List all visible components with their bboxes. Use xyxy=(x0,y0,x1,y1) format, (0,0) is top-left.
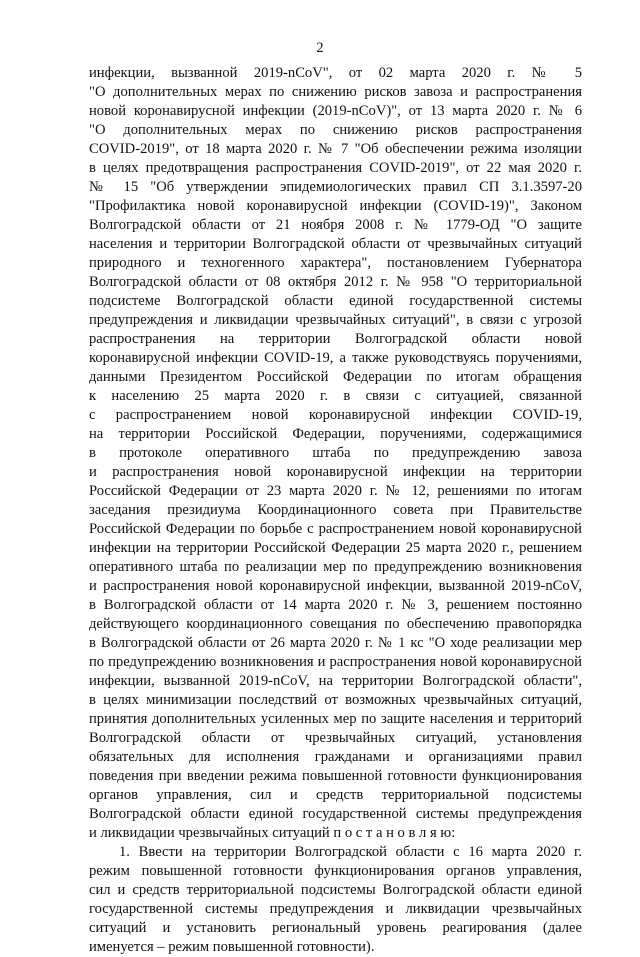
text-line: Волгоградской области от 21 ноября 2008 г. № 1779-ОД "О защите xyxy=(89,217,582,233)
text-line: режим повышенной готовности функционирования органов управления, xyxy=(89,863,582,879)
text-line: поведения при введении режима повышенной готовности функционирования xyxy=(89,768,582,784)
text-line: органов управления, сил и средств территориальной подсистемы xyxy=(89,787,582,803)
text-line: подсистеме Волгоградской области единой государственной системы xyxy=(89,293,582,309)
text-line: Волгоградской области единой государственной системы предупреждения xyxy=(89,806,582,822)
resolution-text xyxy=(89,64,582,957)
text-line: Волгоградской области от 08 октября 2012 г. № 958 "О территориальной xyxy=(89,274,582,290)
resolve-line: и ликвидации чрезвычайных ситуаций п о с т а н о в л я ю: xyxy=(89,825,456,841)
text-line: в протоколе оперативного штаба по предупреждению завоза xyxy=(89,445,582,461)
text-line: Волгоградской области от чрезвычайных ситуаций, установления xyxy=(89,730,582,746)
text-line: предупреждения и ликвидации чрезвычайных ситуаций", в связи с угрозой xyxy=(89,312,582,328)
text-line: новой коронавирусной инфекции (2019-nCoV)", от 13 марта 2020 г. № 6 xyxy=(89,103,582,119)
text-line: ситуаций и установить региональный уровень реагирования (далее xyxy=(89,920,582,936)
text-line: обязательных для исполнения гражданами и организациями правил xyxy=(89,749,582,765)
text-line: COVID-2019", от 18 марта 2020 г. № 7 "Об обеспечении режима изоляции xyxy=(89,141,582,157)
text-line: на территории Российской Федерации, поручениями, содержащимися xyxy=(89,426,582,442)
text-line: природного и техногенного характера", постановлением Губернатора xyxy=(89,255,582,271)
text-line: в целях предотвращения распространения COVID-2019", от 22 мая 2020 г. xyxy=(89,160,582,176)
text-line: № 15 "Об утверждении эпидемиологических правил СП 3.1.3597-20 xyxy=(89,179,582,195)
text-line: именуется – режим повышенной готовности). xyxy=(89,939,375,955)
text-line: по предупреждению возникновения и распространения новой коронавирусной xyxy=(89,654,582,670)
text-line: и распространения новой коронавирусной инфекции на территории xyxy=(89,464,582,480)
text-line: инфекции на территории Российской Федерации 25 марта 2020 г., решением xyxy=(89,540,582,556)
text-line: распространения на территории Волгоградской области новой xyxy=(89,331,582,347)
text-line: данными Президентом Российской Федерации по итогам обращения xyxy=(89,369,582,385)
text-line: Российской Федерации по борьбе с распространением новой коронавирусной xyxy=(89,521,582,537)
text-line: в целях минимизации последствий от возможных чрезвычайных ситуаций, xyxy=(89,692,582,708)
text-line: "Профилактика новой коронавирусной инфекции (COVID-19)", Законом xyxy=(89,198,582,214)
text-line: в Волгоградской области от 14 марта 2020 г. № 3, решением постоянно xyxy=(89,597,582,613)
text-line: действующего координационного совещания по обеспечению правопорядка xyxy=(89,616,582,632)
text-line: инфекции, вызванной 2019-nCoV, на территории Волгоградской области", xyxy=(89,673,582,689)
text-line: сил и средств территориальной подсистемы Волгоградской области единой xyxy=(89,882,582,898)
page-number: 2 xyxy=(316,40,324,56)
clause-1-line: 1. Ввести на территории Волгоградской области с 16 марта 2020 г. xyxy=(119,844,582,860)
text-line: и распространения новой коронавирусной инфекции, вызванной 2019-nCoV, xyxy=(89,578,582,594)
text-line: Российской Федерации от 23 марта 2020 г. № 12, решениями по итогам xyxy=(89,483,582,499)
text-line: "О дополнительных мерах по снижению рисков завоза и распространения xyxy=(89,84,582,100)
text-line: в Волгоградской области от 26 марта 2020 г. № 1 кс "О ходе реализации мер xyxy=(89,635,582,651)
text-line: заседания президиума Координационного совета при Правительстве xyxy=(89,502,582,518)
text-line: населения и территории Волгоградской области от чрезвычайных ситуаций xyxy=(89,236,582,252)
text-line: "О дополнительных мерах по снижению рисков распространения xyxy=(89,122,582,138)
text-line: государственной системы предупреждения и ликвидации чрезвычайных xyxy=(89,901,582,917)
text-line: коронавирусной инфекции COVID-19, а также руководствуясь поручениями, xyxy=(89,350,582,366)
text-line: принятия дополнительных усиленных мер по защите населения и территорий xyxy=(89,711,582,727)
text-line: инфекции, вызванной 2019-nCoV", от 02 марта 2020 г. № 5 xyxy=(89,65,582,81)
text-line: оперативного штаба по реализации мер по предупреждению возникновения xyxy=(89,559,582,575)
text-line: с распространением новой коронавирусной инфекции COVID-19, xyxy=(89,407,582,423)
text-line: к населению 25 марта 2020 г. в связи с ситуацией, связанной xyxy=(89,388,582,404)
